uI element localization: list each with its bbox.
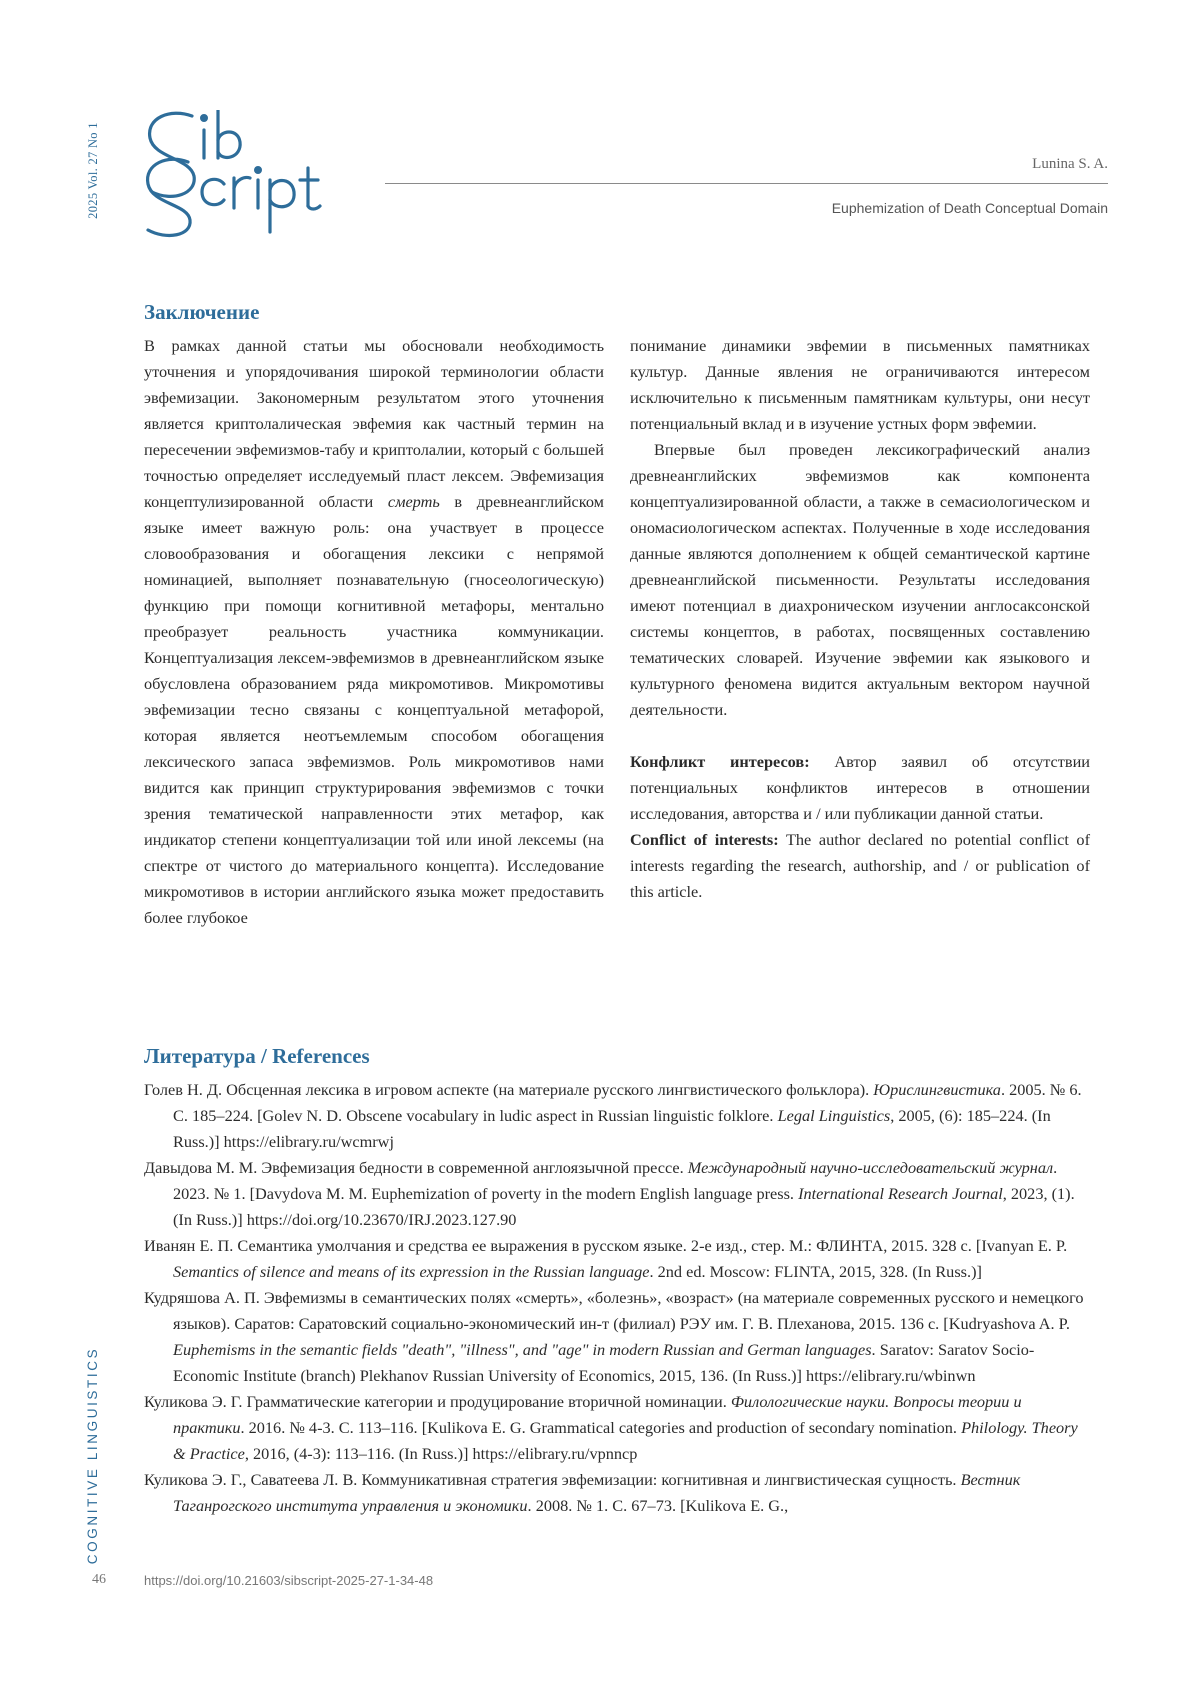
sibscript-logo-icon xyxy=(140,110,380,240)
reference-text: Куликова Э. Г. Грамматические категории и продуцирование вторичной номинации. xyxy=(144,1392,731,1411)
conclusion-text: В рамках данной статьи мы обосновали необходимость уточнения и упорядочивания широкой терминологии области эвфемизации. Закономерным результатом этого уточнения является криптолалическая эвфемия как частный термин на пересечении эвфемизмов-табу и криптолалии, который с большей точностью определяет исследуемый пласт лексем. Эвфемизация концептулизированной области xyxy=(144,336,604,511)
references-list xyxy=(144,1077,1090,1519)
footer-doi: https://doi.org/10.21603/sibscript-2025-27-1-34-48 xyxy=(144,1573,434,1588)
reference-text: . Saratov: Saratov Socio-Economic Institute (branch) Plekhanov Russian University of Economics, 2015, 136. (In Russ.)] https://elibrary.ru/wbinwn xyxy=(173,1340,1035,1385)
reference-text: Кудряшова А. П. Эвфемизмы в семантических полях «смерть», «болезнь», «возраст» (на материале современных русского и немецкого языков). Саратов: Саратовский социально-экономический ин-т (филиал) РЭУ им. Г. В. Плеханова, 2015. 136 с. [Kudryashova A. P. xyxy=(144,1288,1084,1333)
reference-text: Давыдова М. М. Эвфемизация бедности в современной англоязычной прессе. xyxy=(144,1158,688,1177)
conclusion-text: в древнеанглийском языке имеет важную роль: она участвует в процессе словообразования и обогащения лексики с непрямой номинацией, выполняет познавательную (гносеологическую) функцию при помощи когнитивной метафоры, ментально преобразует реальность участника коммуникации. Концептуализация лексем-эвфемизмов в древнеанглийском языке обусловлена образованием ряда микромотивов. Микромотивы эвфемизации тесно связаны с концептуальной метафорой, которая является неотъемлемым способом обогащения лексического запаса эвфемизмов. Роль микромотивов нами видится как принцип структурирования эвфемизмов с точки зрения тематической направленности этих метафор, как индикатор степени концептуализации той или иной лексемы (на спектре от чистого до материального концепта). Исследование микромотивов в истории английского языка может предоставить более глубокое xyxy=(144,492,604,927)
header-author: Lunina S. A. xyxy=(1032,156,1108,172)
conflict-of-interest-ru xyxy=(630,749,1090,827)
reference-italic: Юрислингвистика xyxy=(873,1080,1001,1099)
reference-text: . 2nd ed. Moscow: FLINTA, 2015, 328. (In Russ.)] xyxy=(649,1262,982,1281)
section-label-text: COGNITIVE LINGUISTICS xyxy=(85,1346,101,1564)
reference-text: Куликова Э. Г., Саватеева Л. В. Коммуникативная стратегия эвфемизации: когнитивная и лингвистическая сущность. xyxy=(144,1470,961,1489)
reference-text: . 2005. № 6. С. 185–224. [Golev N. D. Obscene vocabulary in ludic aspect in Russian linguistic folklore. xyxy=(173,1080,1082,1125)
conflict-en-label: Conflict of interests: xyxy=(630,830,779,849)
volume-label-text: 2025 Vol. 27 No 1 xyxy=(85,121,100,219)
reference-text: . 2016. № 4-3. С. 113–116. [Kulikova E. G. Grammatical categories and production of secondary nomination. xyxy=(240,1418,962,1437)
conclusion-italic-term: смерть xyxy=(387,492,440,511)
references-heading: Литература / References xyxy=(144,1044,370,1068)
reference-italic: Semantics of silence and means of its expression in the Russian language xyxy=(173,1262,650,1281)
conflict-ru-text: Автор заявил об отсутствии потенциальных конфликтов интересов в отношении исследования, авторства и / или публикации данной статьи. xyxy=(630,752,1091,823)
conflict-ru-label: Конфликт интересов: xyxy=(630,752,810,771)
conflict-en-text: The author declared no potential conflict of interests regarding the research, authorship, and / or publication of this article. xyxy=(630,830,1090,901)
reference-italic: Вестник Таганрогского института управления и экономики xyxy=(173,1470,1021,1515)
conclusion-paragraph-1 xyxy=(144,333,604,931)
reference-text: , 2023, (1). (In Russ.)] https://doi.org/10.23670/IRJ.2023.127.90 xyxy=(173,1184,1075,1229)
reference-item xyxy=(144,1155,1090,1233)
reference-text: . 2008. № 1. С. 67–73. [Kulikova E. G., xyxy=(527,1496,789,1515)
conclusion-right-column xyxy=(630,333,1090,905)
reference-italic: Филологические науки. Вопросы теории и практики xyxy=(173,1392,1022,1437)
reference-text: , 2005, (6): 185–224. (In Russ.)] https://elibrary.ru/wcmrwj xyxy=(173,1106,1051,1151)
reference-italic: Euphemisms in the semantic fields "death", "illness", and "age" in modern Russian and German languages xyxy=(173,1340,872,1359)
spacer xyxy=(630,723,1090,749)
conclusion-heading: Заключение xyxy=(144,300,260,324)
header-article-title: Euphemization of Death Conceptual Domain xyxy=(831,200,1108,216)
conclusion-left-column xyxy=(144,333,604,931)
reference-text: Голев Н. Д. Обсценная лексика в игровом аспекте (на материале русского лингвистического фольклора). xyxy=(144,1080,874,1099)
journal-logo xyxy=(140,110,380,240)
reference-item xyxy=(144,1233,1090,1285)
conclusion-paragraph-1-continued: понимание динамики эвфемии в письменных памятниках культур. Данные явления не ограничиваются интересом исключительно к письменным памятникам культуры, они несут потенциальный вклад и в изучение устных форм эвфемии. xyxy=(630,336,1090,433)
reference-italic: International Research Journal xyxy=(798,1184,1003,1203)
section-label xyxy=(82,1330,104,1580)
conflict-of-interest-en xyxy=(630,827,1090,905)
reference-text: . 2023. № 1. [Davydova M. M. Euphemization of poverty in the modern English language press. xyxy=(173,1158,1058,1203)
reference-text: Иванян Е. П. Семантика умолчания и средства ее выражения в русском языке. 2-е изд., стер. М.: ФЛИНТА, 2015. 328 с. [Ivanyan E. P. xyxy=(144,1236,1068,1255)
reference-text: , 2016, (4-3): 113–116. (In Russ.)] https://elibrary.ru/vpnncp xyxy=(244,1444,638,1463)
reference-italic: Philology. Theory & Practice xyxy=(173,1418,1078,1463)
page-number: 46 xyxy=(92,1572,106,1587)
reference-item xyxy=(144,1389,1090,1467)
reference-italic: Международный научно-исследовательский журнал xyxy=(687,1158,1054,1177)
reference-item xyxy=(144,1077,1090,1155)
reference-item xyxy=(144,1467,1090,1519)
conclusion-paragraph-2: Впервые был проведен лексикографический анализ древнеанглийских эвфемизмов как компонента концептуализированной области, а также в семасиологическом и ономасиологическом аспектах. Полученные в ходе исследования данные являются дополнением к общей семантической картине древнеанглийской письменности. Результаты исследования имеют потенциал в диахроническом изучении англосаксонской системы концептов, в работах, посвященных составлению тематических словарей. Изучение эвфемии как языкового и культурного феномена видится актуальным вектором научной деятельности. xyxy=(630,440,1090,719)
header-divider xyxy=(385,183,1108,184)
volume-label xyxy=(84,108,102,232)
reference-item xyxy=(144,1285,1090,1389)
reference-italic: Legal Linguistics xyxy=(777,1106,891,1125)
